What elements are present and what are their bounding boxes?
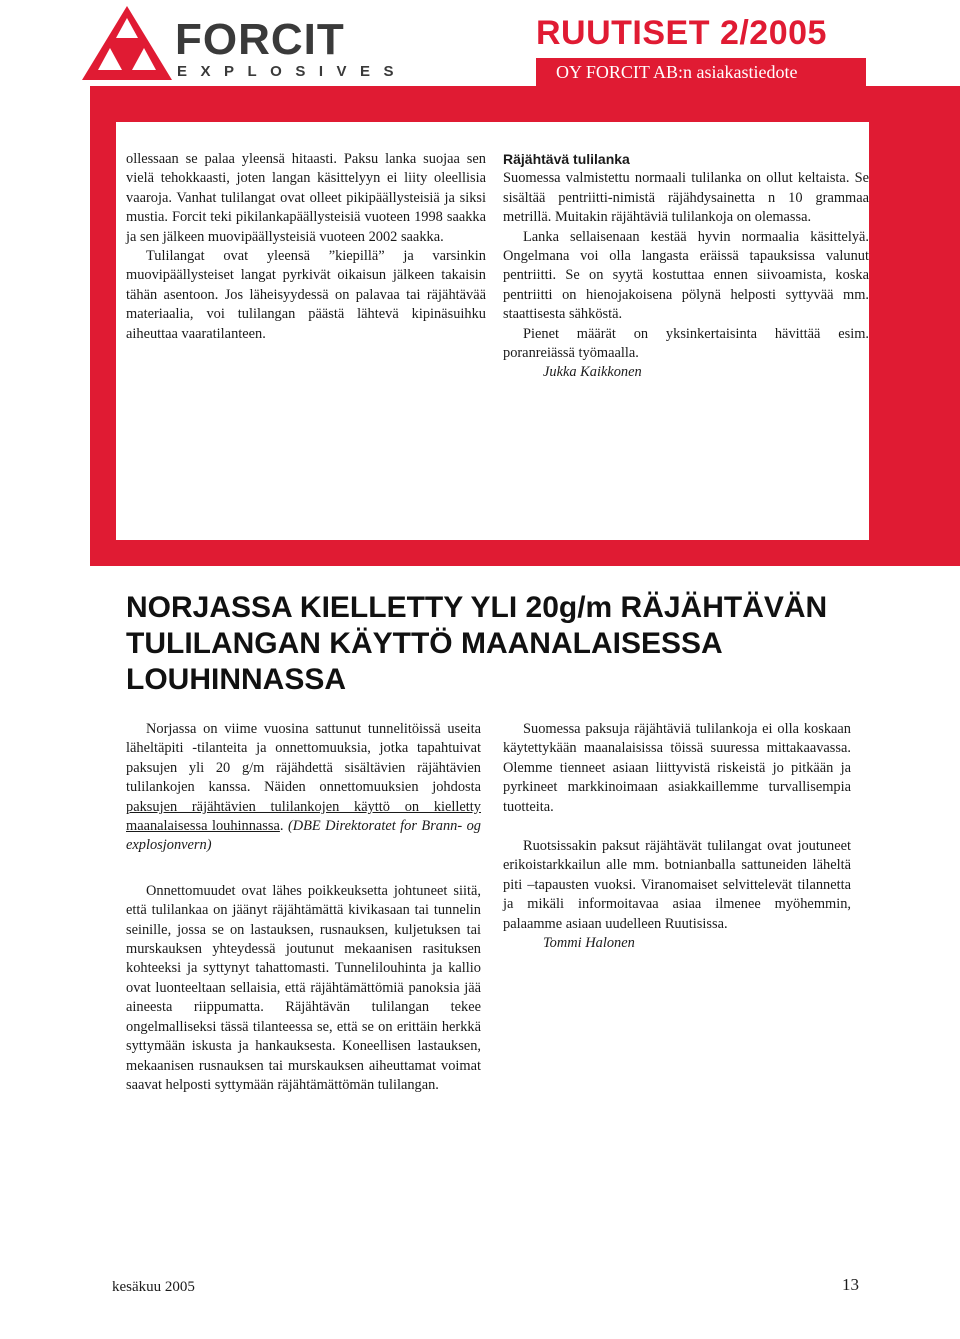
paragraph: Suomessa valmistettu normaali tulilanka on ollut keltaista. Se sisältää pentriitti-nimistä räjähdysainetta n 10 grammaa metrillä. Muitakin räjähtäviä tulilankoja on olemassa. (503, 170, 869, 226)
article-title (126, 590, 906, 698)
forcit-triangle-icon (80, 4, 420, 84)
footer (0, 1259, 960, 1339)
paragraph: Lanka sellaisenaan kestää hyvin normaalia käsittelyä. Ongelmana voi olla langasta eräissä tapauksissa valunut pentriitti. Se on syytä kostuttaa ennen siivoamista, koska pentriitti on hienojakoisena pölynä helposti syttyvää mm. staattisesta sähköstä. (503, 228, 869, 323)
brand-sub: EXPLOSIVES (177, 63, 408, 80)
top-article-panel (116, 122, 869, 540)
paragraph: ollessaan se palaa yleensä hitaasti. Paksu lanka suojaa sen vielä tehokkaasti, joten langan käsittelyyn ei liity oleellisia vaaroja. Vanhat tulilangat ovat olleet pikipäällysteisiä ja siksi mustia. Forcit teki pikilankapäällysteisiä vuoteen 1998 saakka ja sen jälkeen muovipäällysteisiä vuoteen 2002 saakka. (126, 151, 486, 245)
paragraph: Ruotsissakin paksut räjähtävät tulilangat ovat joutuneet erikoistarkkailun alle mm. botnianballa sattuneiden läheltä piti –tapausten vuoksi. Viranomaiset selvittelevät tilannetta ja mikäli informoitavaa asiaa ilmenee myöhemmin, palaamme asiaan uudelleen Ruutisissa. (503, 838, 851, 932)
paragraph: Onnettomuudet ovat lähes poikkeuksetta johtuneet siitä, että tulilankaa on jäänyt räjähtämättä kivikasaan tai tunnelin seinille, jossa se on lastauksen, rusnauksen, kuljetuksen tai murskauksen yhteydessä joutunut mekaanisen rasituksen kohteeksi ja syttynyt tahattomasti. Tunnelilouhinta ja kallio ovat luonteeltaan sellaisia, että räjähtämättömiä panoksia jää aineesta riippumatta. Räjähtävän tulilangan tekee ongelmalliseksi tässä tilanteessa se, että se on erittäin herkkä syttymään iskusta ja hankauksesta. Koneellisen lastauksen, mekaanisen rusnauksen tai murskauksen aiheuttamat voimat saavat helposti syttymään räjähtämättömän tulilangan. (126, 882, 481, 1093)
paragraph: Suomessa paksuja räjähtäviä tulilankoja ei olla koskaan käytettykään maanalaisissa töissä suuressa mittakaavassa. Olemme tienneet asiaan liittyvistä riskeistä jo pitkään ja pyrkineet markkinoimaan asiakkaillemme turvallisempia tuotteita. (503, 721, 851, 815)
main-article-right-column (503, 720, 851, 953)
top-article-right-column (503, 150, 869, 383)
main-article-panel (0, 566, 960, 1259)
section-heading: Räjähtävä tulilanka (503, 151, 630, 167)
issue-date: kesäkuu 2005 (112, 1279, 195, 1295)
article-title-line: NORJASSA KIELLETTY YLI 20g/m RÄJÄHTÄVÄN (126, 591, 828, 624)
paragraph (126, 720, 481, 856)
source-citation: (DBE Direktoratet for Brann- og explosjonvern) (126, 818, 481, 854)
punctuation: . (279, 818, 288, 835)
issue-title: RUUTISET 2/2005 (536, 14, 827, 52)
issue-subtitle: OY FORCIT AB:n asiakastiedote (536, 58, 866, 86)
page-number: 13 (842, 1275, 859, 1294)
top-article-left-column (126, 150, 486, 344)
main-article-left-column (126, 720, 481, 1095)
paragraph-text: Norjassa on viime vuosina sattunut tunnelitöissä useita läheltäpiti -tilanteita ja onnettomuuksia, jotka tapahtuivat paksujen yli 20 g/m räjähdettä sisältävien räjähtävien tulilankojen kanssa. Näiden onnettomuuksien johdosta (126, 721, 481, 796)
article-title-line: LOUHINNASSA (126, 663, 347, 696)
author-signature: Jukka Kaikkonen (543, 364, 642, 381)
ban-statement: paksujen räjähtävien tulilankojen käyttö on kielletty maanalaisessa louhinnassa (126, 798, 481, 835)
author-signature: Tommi Halonen (543, 935, 635, 952)
paragraph: Pienet määrät on yksinkertaisinta hävittää esim. poranreiässä työmaalla. (503, 325, 869, 362)
brand-name: FORCIT (175, 15, 345, 64)
paragraph: Tulilangat ovat yleensä ”kiepillä” ja varsinkin muovipäällysteiset langat pyrkivät oikaisun jälkeen takaisin tähän asentoon. Jos läheisyydessä on palavaa tai räjähtävää materiaalia, voi tulilangan päästä lähtevä kipinäsuihku aiheuttaa vaaratilanteen. (126, 248, 486, 342)
article-title-line: TULILANGAN KÄYTTÖ MAANALAISESSA (126, 627, 723, 660)
forcit-logo (80, 4, 420, 84)
